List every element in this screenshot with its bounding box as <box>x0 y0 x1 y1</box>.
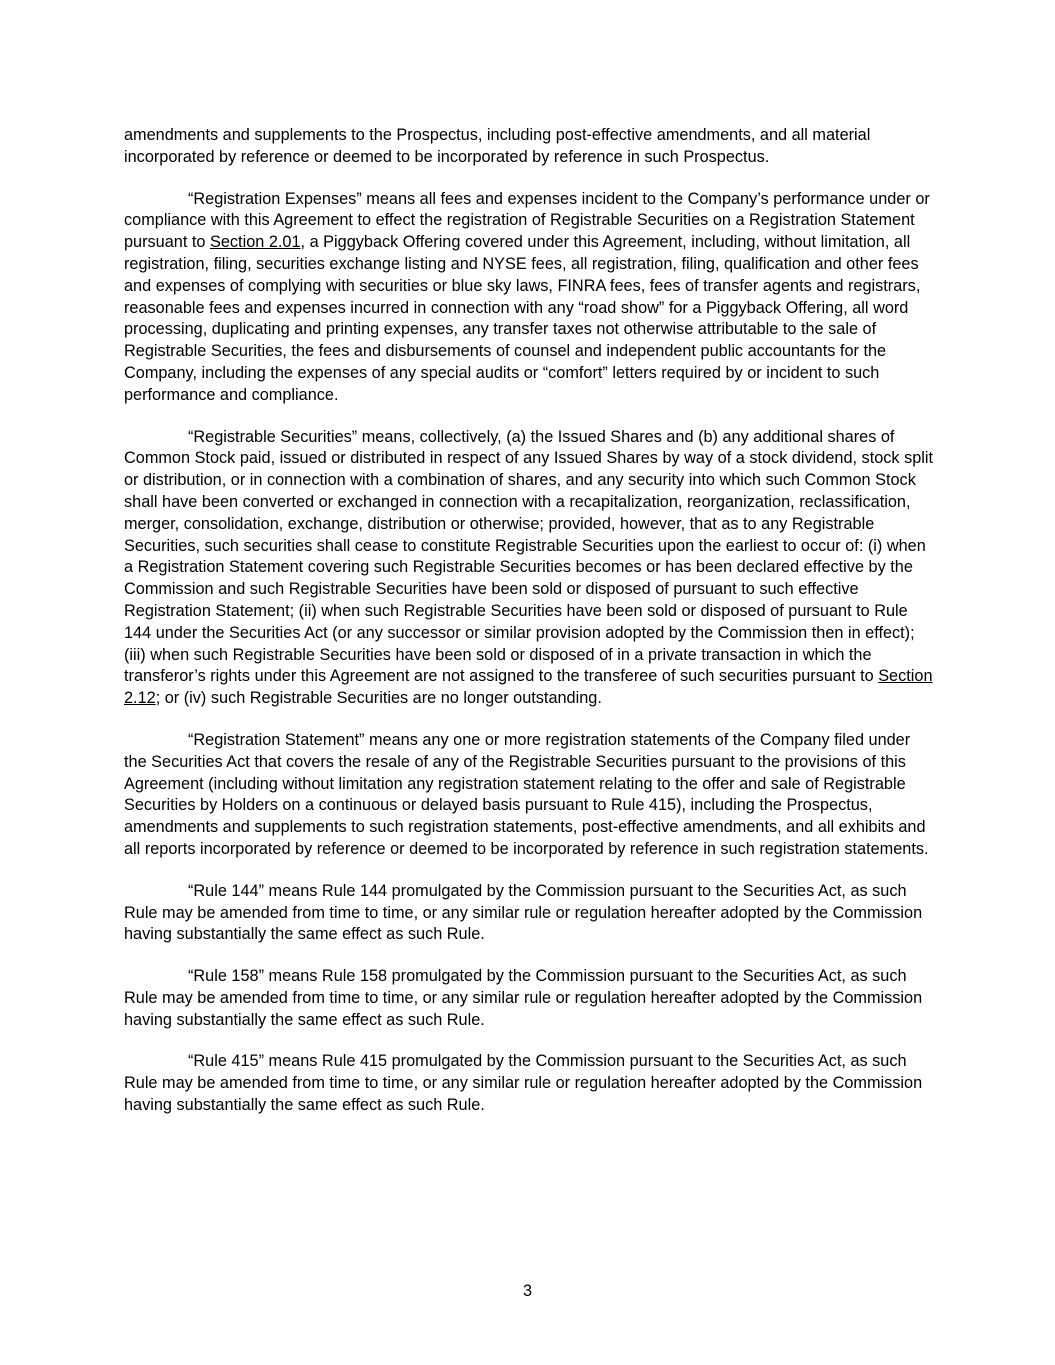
paragraph-text: “Rule 158” means Rule 158 promulgated by the Commission pursuant to the Securities Act, as such Rule may be amended from time to time, or any similar rule or regulation hereafter adopted by the Commission having substantially the same effect as such Rule. <box>124 967 923 1029</box>
paragraph-text: , a Piggyback Offering covered under this Agreement, including, without limitation, all registration, filing, securities exchange listing and NYSE fees, all registration, filing, qualification and other fees and expenses of complying with securities or blue sky laws, FINRA fees, fees of transfer agents and registrars, reasonable fees and expenses incurred in connection with any “road show” for a Piggyback Offering, all word processing, duplicating and printing expenses, any transfer taxes not otherwise attributable to the sale of Registrable Securities, the fees and disbursements of counsel and independent public accountants for the Company, including the expenses of any special audits or “comfort” letters required by or incident to such performance and compliance. <box>124 233 921 404</box>
paragraph-text: “Registrable Securities” means, collectively, (a) the Issued Shares and (b) any additional shares of Common Stock paid, issued or distributed in respect of any Issued Shares by way of a stock dividend, stock split or distribution, or in connection with a combination of shares, and any security into which such Common Stock shall have been converted or exchanged in connection with a recapitalization, reorganization, reclassification, merger, consolidation, exchange, distribution or otherwise; provided, however, that as to any Registrable Securities, such securities shall cease to constitute Registrable Securities upon the earliest to occur of: (i) when a Registration Statement covering such Registrable Securities becomes or has been declared effective by the Commission and such Registrable Securities have been sold or disposed of pursuant to such effective Registration Statement; (ii) when such Registrable Securities have been sold or disposed of pursuant to Rule 144 under the Securities Act (or any successor or similar provision adopted by the Commission then in effect); (iii) when such Registrable Securities have been sold or disposed of in a private transaction in which the transferor’s rights under this Agreement are not assigned to the transferee of such securities pursuant to <box>124 427 934 686</box>
paragraph-registration-expenses <box>124 189 934 407</box>
page-number: 3 <box>522 1282 533 1300</box>
paragraph-text: “Rule 415” means Rule 415 promulgated by the Commission pursuant to the Securities Act, as such Rule may be amended from time to time, or any similar rule or regulation hereafter adopted by the Commission having substantially the same effect as such Rule. <box>124 1052 923 1115</box>
paragraph-rule-415 <box>124 1051 934 1116</box>
paragraph-rule-144 <box>124 881 934 946</box>
document-page <box>124 125 934 1137</box>
paragraph-registrable-securities <box>124 427 934 710</box>
paragraph-text: amendments and supplements to the Prospectus, including post-effective amendments, and all material incorporated by reference or deemed to be incorporated by reference in such Prospectus. <box>124 126 871 166</box>
paragraph-text: “Registration Expenses” means all fees and expenses incident to the Company’s performance under or compliance with this Agreement to effect the registration of Registrable Securities on a Registration Statement pursuant to <box>124 189 930 252</box>
section-reference: Section 2.12 <box>124 667 933 708</box>
paragraph-text: ; or (iv) such Registrable Securities are no longer outstanding. <box>155 689 602 708</box>
paragraph-registration-statement <box>124 730 934 861</box>
paragraph-text: “Rule 144” means Rule 144 promulgated by the Commission pursuant to the Securities Act, as such Rule may be amended from time to time, or any similar rule or regulation hereafter adopted by the Commission having substantially the same effect as such Rule. <box>124 881 923 944</box>
paragraph-prospectus-continuation <box>124 125 934 169</box>
section-reference: Section 2.01 <box>210 233 301 252</box>
paragraph-text: “Registration Statement” means any one or more registration statements of the Company filed under the Securities Act that covers the resale of any of the Registrable Securities pursuant to the provisions of this Agreement (including without limitation any registration statement relating to the offer and sale of Registrable Securities by Holders on a continuous or delayed basis pursuant to Rule 415), including the Prospectus, amendments and supplements to such registration statements, post-effective amendments, and all exhibits and all reports incorporated by reference or deemed to be incorporated by reference in such registration statements. <box>124 730 929 858</box>
paragraph-rule-158 <box>124 966 934 1031</box>
